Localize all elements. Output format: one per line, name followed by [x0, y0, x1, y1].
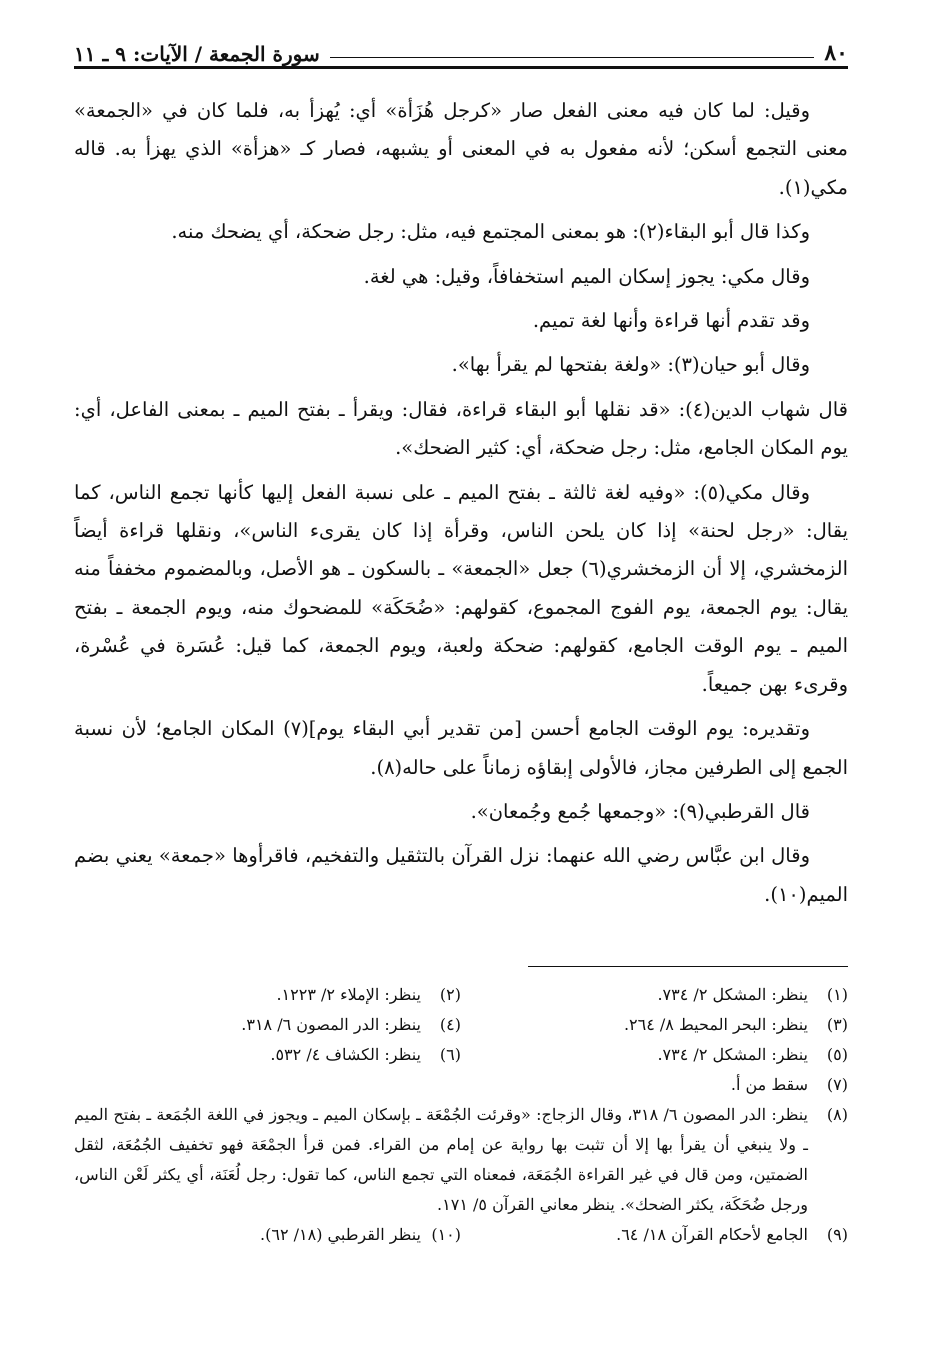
footnote-row	[74, 980, 848, 1010]
footnote-text: ينظر: المشكل ٢/ ٧٣٤.	[657, 1045, 808, 1064]
footnote-text: ينظر: المشكل ٢/ ٧٣٤.	[657, 985, 808, 1004]
page-number: ٨٠	[824, 40, 848, 66]
footnote	[74, 1100, 848, 1220]
footnote-number: (١)	[826, 985, 848, 1004]
footnote-text: ينظر: الدر المصون ٦/ ٣١٨، وقال الزجاج: «وقرئت الجُمْعَة ـ بإسكان الميم ـ ويجوز في اللغة الجُمَعة ـ بفتح الميم ـ ولا ينبغي أن يقرأ بها إلا أن تثبت بها رواية عن إمام من القراء. فمن قرأ الجمْعَة فهو تخفيف الجُمُعَة، لثقل الضمتين، ومن قال في غير القراءة الجُمَعَة، فمعناه التي تجمع الناس، كما تقول: رجل لُعَنَة، أي يكثر لَعْن الناس، ورجل ضُحَكَة، يكثر الضحك». ينظر معاني القرآن ٥/ ١٧١.	[74, 1105, 809, 1214]
page-header	[74, 30, 848, 66]
paragraph: وقال أبو حيان(٣): «ولغة بفتحها لم يقرأ بها».	[451, 353, 810, 377]
footnote	[74, 1070, 848, 1100]
header-line	[330, 57, 815, 58]
footnote-number: (٩)	[826, 1225, 848, 1244]
footnote-number: (٦)	[439, 1045, 461, 1064]
paragraph: وتقديره: يوم الوقت الجامع أحسن [من تقدير أبي البقاء يوم](٧) المكان الجامع؛ لأن نسبة الجمع إلى الطرفين مجاز، فالأولى إبقاؤه زماناً على حاله(٨).	[74, 717, 848, 779]
footnote	[461, 980, 848, 1010]
footnote-text: ينظر: الدر المصون ٦/ ٣١٨.	[241, 1015, 421, 1034]
footnote-row	[74, 1010, 848, 1040]
footnote-text: سقط من أ.	[730, 1075, 808, 1094]
footnote-row	[74, 1220, 848, 1250]
footnote-separator	[528, 966, 848, 967]
footnotes	[74, 980, 848, 1250]
footnote-number: (٧)	[826, 1075, 848, 1094]
footnote	[74, 1220, 461, 1250]
paragraph: وقيل: لما كان فيه معنى الفعل صار «كرجل هُزَأة» أي: يُهزأ به، فلما كان في «الجمعة» معنى التجمع أسكن؛ لأنه مفعول به في المعنى أو يشبهه، فصار كـ «هزأة» الذي يهزأ به. قاله مكي(١).	[74, 99, 848, 199]
footnote	[74, 1040, 461, 1070]
paragraph: قال القرطبي(٩): «وجمعها جُمع وجُمعان».	[470, 799, 810, 823]
paragraph: وقد تقدم أنها قراءة وأنها لغة تميم.	[532, 309, 810, 333]
footnote	[461, 1040, 848, 1070]
footnote	[461, 1010, 848, 1040]
paragraph: قال شهاب الدين(٤): «قد نقلها أبو البقاء قراءة، فقال: ويقرأ ـ بفتح الميم ـ بمعنى الفاعل، أي: يوم المكان الجامع، مثل: رجل ضحكة، أي: كثير الضحك».	[74, 397, 848, 460]
paragraph: وقال ابن عبَّاس رضي الله عنهما: نزل القرآن بالتثقيل والتفخيم، فاقرأوها «جمعة» يعني بضم الميم(١٠).	[74, 844, 848, 906]
paragraph: وكذا قال أبو البقاء(٢): هو بمعنى المجتمع فيه، مثل: رجل ضحكة، أي يضحك منه.	[171, 220, 810, 244]
footnote-row	[74, 1040, 848, 1070]
footnote-text: ينظر: الإملاء ٢/ ١٢٢٣.	[276, 985, 421, 1004]
paragraph: وقال مكي(٥): «وفيه لغة ثالثة ـ بفتح الميم ـ على نسبة الفعل إليها كأنها تجمع الناس، كما يقال: «رجل لحنة» إذا كان يلحن الناس، وقرأة إذا كان يقرىء الناس»، ونقلها قراءة أيضاً الزمخشري، إلا أن الزمخشري(٦) جعل «الجمعة» ـ بالسكون ـ هو الأصل، وبالمضموم مخففاً منه يقال: يوم الجمعة، يوم الفوج المجموع، كقولهم: «ضُحَكَة» للمضحوك منه، ويوم الجمعة ـ بفتح الميم ـ يوم الوقت الجامع، كقولهم: ضحكة ولعبة، ويوم الجمعة، كما قيل: عُسَرة في عُسْرة، وقرىء بهن جميعاً.	[74, 480, 848, 696]
paragraph: وقال مكي: يجوز إسكان الميم استخفافاً، وقيل: هي لغة.	[363, 264, 810, 288]
footnote-number: (٥)	[826, 1045, 848, 1064]
footnote-number: (٨)	[826, 1105, 848, 1124]
footnote-number: (٤)	[439, 1015, 461, 1034]
footnote-text: ينظر القرطبي (١٨/ ٦٢).	[260, 1225, 421, 1244]
footnote-number: (٢)	[439, 985, 461, 1004]
header-rule	[74, 66, 848, 69]
footnote-text: ينظر: البحر المحيط ٨/ ٢٦٤.	[623, 1015, 808, 1034]
footnote	[74, 980, 461, 1010]
footnote-number: (٣)	[826, 1015, 848, 1034]
main-text	[74, 92, 848, 920]
footnote	[74, 1010, 461, 1040]
running-title: سورة الجمعة / الآيات: ٩ ـ ١١	[74, 42, 320, 66]
footnote-number: (١٠)	[431, 1225, 461, 1244]
footnote-text: الجامع لأحكام القرآن ١٨/ ٦٤.	[616, 1225, 808, 1244]
footnote-text: ينظر: الكشاف ٤/ ٥٣٢.	[270, 1045, 421, 1064]
footnote	[461, 1220, 848, 1250]
